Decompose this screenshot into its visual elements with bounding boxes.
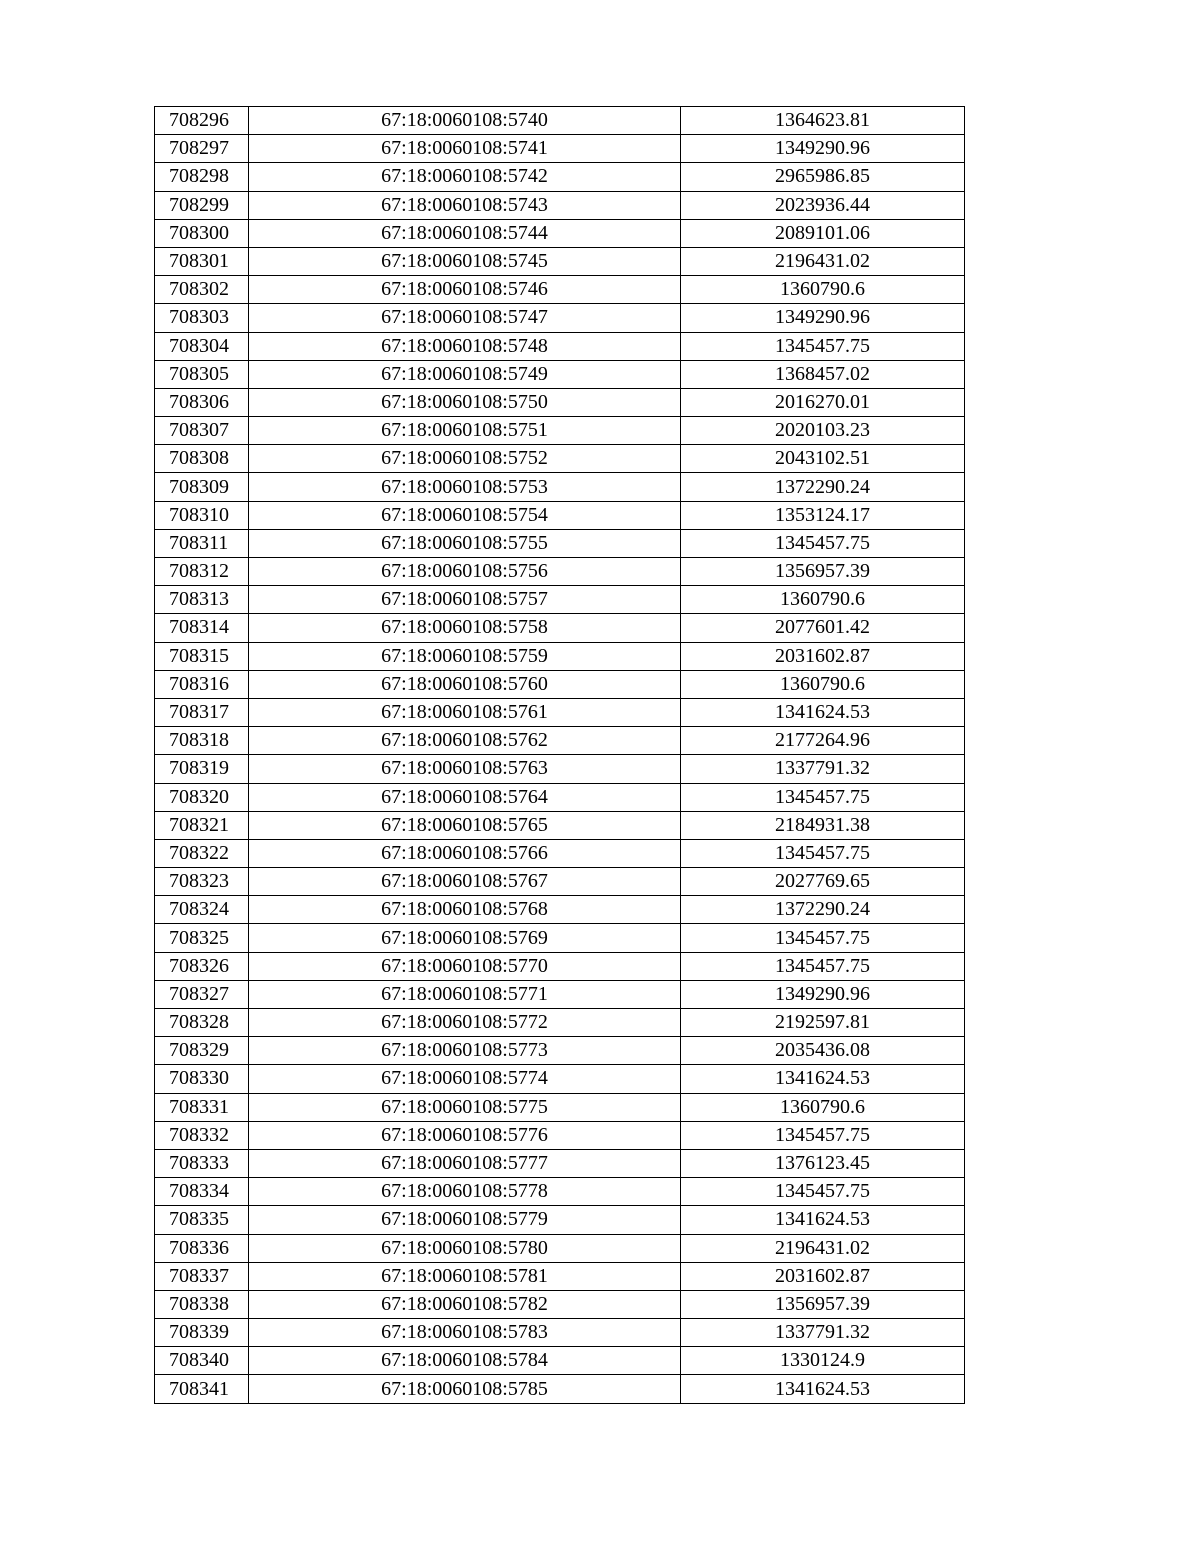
row-number-cell: 708341 (155, 1375, 249, 1403)
value-cell: 1345457.75 (681, 783, 965, 811)
cadastral-number-cell: 67:18:0060108:5745 (249, 247, 681, 275)
value-cell: 1341624.53 (681, 698, 965, 726)
cadastral-number-cell: 67:18:0060108:5784 (249, 1347, 681, 1375)
value-cell: 1345457.75 (681, 839, 965, 867)
table-row (155, 163, 965, 191)
table-row (155, 417, 965, 445)
table-row (155, 755, 965, 783)
value-cell: 2027769.65 (681, 868, 965, 896)
row-number-cell: 708309 (155, 473, 249, 501)
row-number-cell: 708300 (155, 219, 249, 247)
value-cell: 1356957.39 (681, 558, 965, 586)
cadastral-number-cell: 67:18:0060108:5740 (249, 107, 681, 135)
table-row (155, 529, 965, 557)
cadastral-number-cell: 67:18:0060108:5763 (249, 755, 681, 783)
row-number-cell: 708318 (155, 727, 249, 755)
value-cell: 2031602.87 (681, 1262, 965, 1290)
table-row (155, 501, 965, 529)
cadastral-number-cell: 67:18:0060108:5764 (249, 783, 681, 811)
cadastral-number-cell: 67:18:0060108:5778 (249, 1178, 681, 1206)
value-cell: 1372290.24 (681, 896, 965, 924)
table-row (155, 1037, 965, 1065)
table-row (155, 980, 965, 1008)
cadastral-number-cell: 67:18:0060108:5755 (249, 529, 681, 557)
value-cell: 2020103.23 (681, 417, 965, 445)
table-row (155, 1121, 965, 1149)
value-cell: 1349290.96 (681, 304, 965, 332)
row-number-cell: 708308 (155, 445, 249, 473)
value-cell: 1360790.6 (681, 1093, 965, 1121)
row-number-cell: 708340 (155, 1347, 249, 1375)
table-row (155, 1149, 965, 1177)
cadastral-number-cell: 67:18:0060108:5742 (249, 163, 681, 191)
value-cell: 1337791.32 (681, 755, 965, 783)
table-row (155, 783, 965, 811)
cadastral-number-cell: 67:18:0060108:5781 (249, 1262, 681, 1290)
table-row (155, 219, 965, 247)
row-number-cell: 708304 (155, 332, 249, 360)
row-number-cell: 708337 (155, 1262, 249, 1290)
row-number-cell: 708332 (155, 1121, 249, 1149)
value-cell: 1337791.32 (681, 1319, 965, 1347)
table-row (155, 191, 965, 219)
row-number-cell: 708317 (155, 698, 249, 726)
value-cell: 2177264.96 (681, 727, 965, 755)
cadastral-number-cell: 67:18:0060108:5777 (249, 1149, 681, 1177)
cadastral-number-cell: 67:18:0060108:5768 (249, 896, 681, 924)
table-row (155, 1178, 965, 1206)
table-row (155, 952, 965, 980)
cadastral-number-cell: 67:18:0060108:5771 (249, 980, 681, 1008)
cadastral-number-cell: 67:18:0060108:5785 (249, 1375, 681, 1403)
row-number-cell: 708339 (155, 1319, 249, 1347)
value-cell: 1341624.53 (681, 1065, 965, 1093)
row-number-cell: 708335 (155, 1206, 249, 1234)
row-number-cell: 708301 (155, 247, 249, 275)
cadastral-number-cell: 67:18:0060108:5767 (249, 868, 681, 896)
cadastral-number-cell: 67:18:0060108:5782 (249, 1290, 681, 1318)
row-number-cell: 708315 (155, 642, 249, 670)
value-cell: 2192597.81 (681, 1009, 965, 1037)
table-row (155, 304, 965, 332)
table-row (155, 1375, 965, 1403)
table-row (155, 445, 965, 473)
value-cell: 2035436.08 (681, 1037, 965, 1065)
row-number-cell: 708298 (155, 163, 249, 191)
cadastral-number-cell: 67:18:0060108:5758 (249, 614, 681, 642)
row-number-cell: 708313 (155, 586, 249, 614)
cadastral-number-cell: 67:18:0060108:5766 (249, 839, 681, 867)
row-number-cell: 708316 (155, 670, 249, 698)
cadastral-number-cell: 67:18:0060108:5770 (249, 952, 681, 980)
value-cell: 1364623.81 (681, 107, 965, 135)
cadastral-number-cell: 67:18:0060108:5743 (249, 191, 681, 219)
row-number-cell: 708323 (155, 868, 249, 896)
cadastral-number-cell: 67:18:0060108:5772 (249, 1009, 681, 1037)
value-cell: 1345457.75 (681, 1178, 965, 1206)
row-number-cell: 708297 (155, 135, 249, 163)
row-number-cell: 708328 (155, 1009, 249, 1037)
value-cell: 1341624.53 (681, 1375, 965, 1403)
row-number-cell: 708329 (155, 1037, 249, 1065)
table-row (155, 332, 965, 360)
value-cell: 1345457.75 (681, 952, 965, 980)
value-cell: 2965986.85 (681, 163, 965, 191)
cadastral-number-cell: 67:18:0060108:5749 (249, 360, 681, 388)
table-row (155, 811, 965, 839)
value-cell: 1360790.6 (681, 586, 965, 614)
row-number-cell: 708330 (155, 1065, 249, 1093)
table-row (155, 614, 965, 642)
cadastral-number-cell: 67:18:0060108:5776 (249, 1121, 681, 1149)
cadastral-number-cell: 67:18:0060108:5762 (249, 727, 681, 755)
value-cell: 2077601.42 (681, 614, 965, 642)
value-cell: 1372290.24 (681, 473, 965, 501)
row-number-cell: 708334 (155, 1178, 249, 1206)
table-body (155, 107, 965, 1404)
value-cell: 1330124.9 (681, 1347, 965, 1375)
cadastral-number-cell: 67:18:0060108:5753 (249, 473, 681, 501)
row-number-cell: 708311 (155, 529, 249, 557)
row-number-cell: 708312 (155, 558, 249, 586)
cadastral-number-cell: 67:18:0060108:5780 (249, 1234, 681, 1262)
value-cell: 2031602.87 (681, 642, 965, 670)
row-number-cell: 708310 (155, 501, 249, 529)
cadastral-number-cell: 67:18:0060108:5747 (249, 304, 681, 332)
row-number-cell: 708306 (155, 388, 249, 416)
cadastral-number-cell: 67:18:0060108:5744 (249, 219, 681, 247)
row-number-cell: 708303 (155, 304, 249, 332)
table-row (155, 642, 965, 670)
row-number-cell: 708331 (155, 1093, 249, 1121)
value-cell: 1349290.96 (681, 980, 965, 1008)
table-row (155, 1319, 965, 1347)
row-number-cell: 708327 (155, 980, 249, 1008)
table-row (155, 276, 965, 304)
cadastral-number-cell: 67:18:0060108:5769 (249, 924, 681, 952)
value-cell: 2016270.01 (681, 388, 965, 416)
cadastral-number-cell: 67:18:0060108:5751 (249, 417, 681, 445)
row-number-cell: 708305 (155, 360, 249, 388)
row-number-cell: 708336 (155, 1234, 249, 1262)
value-cell: 1376123.45 (681, 1149, 965, 1177)
row-number-cell: 708338 (155, 1290, 249, 1318)
table-row (155, 727, 965, 755)
row-number-cell: 708307 (155, 417, 249, 445)
value-cell: 1349290.96 (681, 135, 965, 163)
row-number-cell: 708319 (155, 755, 249, 783)
cadastral-number-cell: 67:18:0060108:5775 (249, 1093, 681, 1121)
value-cell: 2196431.02 (681, 1234, 965, 1262)
value-cell: 2184931.38 (681, 811, 965, 839)
table-row (155, 247, 965, 275)
table-row (155, 1290, 965, 1318)
cadastral-number-cell: 67:18:0060108:5783 (249, 1319, 681, 1347)
cadastral-number-cell: 67:18:0060108:5774 (249, 1065, 681, 1093)
table-row (155, 1093, 965, 1121)
value-cell: 1356957.39 (681, 1290, 965, 1318)
table-row (155, 1009, 965, 1037)
cadastral-number-cell: 67:18:0060108:5773 (249, 1037, 681, 1065)
cadastral-number-cell: 67:18:0060108:5750 (249, 388, 681, 416)
row-number-cell: 708296 (155, 107, 249, 135)
cadastral-number-cell: 67:18:0060108:5756 (249, 558, 681, 586)
row-number-cell: 708326 (155, 952, 249, 980)
table-row (155, 896, 965, 924)
value-cell: 1368457.02 (681, 360, 965, 388)
value-cell: 1360790.6 (681, 670, 965, 698)
cadastral-number-cell: 67:18:0060108:5741 (249, 135, 681, 163)
table-row (155, 868, 965, 896)
table-row (155, 924, 965, 952)
table-row (155, 698, 965, 726)
table-row (155, 670, 965, 698)
row-number-cell: 708322 (155, 839, 249, 867)
row-number-cell: 708299 (155, 191, 249, 219)
table-row (155, 135, 965, 163)
value-cell: 1345457.75 (681, 924, 965, 952)
cadastral-number-cell: 67:18:0060108:5761 (249, 698, 681, 726)
value-cell: 2023936.44 (681, 191, 965, 219)
cadastral-number-cell: 67:18:0060108:5759 (249, 642, 681, 670)
row-number-cell: 708325 (155, 924, 249, 952)
row-number-cell: 708314 (155, 614, 249, 642)
value-cell: 2089101.06 (681, 219, 965, 247)
table-row (155, 1206, 965, 1234)
row-number-cell: 708320 (155, 783, 249, 811)
table-row (155, 360, 965, 388)
value-cell: 1345457.75 (681, 332, 965, 360)
value-cell: 1360790.6 (681, 276, 965, 304)
table-row (155, 839, 965, 867)
value-cell: 2043102.51 (681, 445, 965, 473)
cadastral-number-cell: 67:18:0060108:5765 (249, 811, 681, 839)
value-cell: 1345457.75 (681, 529, 965, 557)
cadastral-number-cell: 67:18:0060108:5754 (249, 501, 681, 529)
value-cell: 1353124.17 (681, 501, 965, 529)
cadastral-number-cell: 67:18:0060108:5752 (249, 445, 681, 473)
table-row (155, 388, 965, 416)
value-cell: 1345457.75 (681, 1121, 965, 1149)
cadastral-number-cell: 67:18:0060108:5746 (249, 276, 681, 304)
table-row (155, 107, 965, 135)
cadastral-number-cell: 67:18:0060108:5760 (249, 670, 681, 698)
row-number-cell: 708333 (155, 1149, 249, 1177)
table-row (155, 473, 965, 501)
table-row (155, 586, 965, 614)
table-row (155, 1262, 965, 1290)
value-cell: 1341624.53 (681, 1206, 965, 1234)
cadastral-number-cell: 67:18:0060108:5779 (249, 1206, 681, 1234)
cadastral-number-cell: 67:18:0060108:5757 (249, 586, 681, 614)
row-number-cell: 708302 (155, 276, 249, 304)
row-number-cell: 708321 (155, 811, 249, 839)
data-table (154, 106, 965, 1404)
value-cell: 2196431.02 (681, 247, 965, 275)
cadastral-number-cell: 67:18:0060108:5748 (249, 332, 681, 360)
row-number-cell: 708324 (155, 896, 249, 924)
table-row (155, 1065, 965, 1093)
table-row (155, 558, 965, 586)
table-row (155, 1234, 965, 1262)
table-row (155, 1347, 965, 1375)
